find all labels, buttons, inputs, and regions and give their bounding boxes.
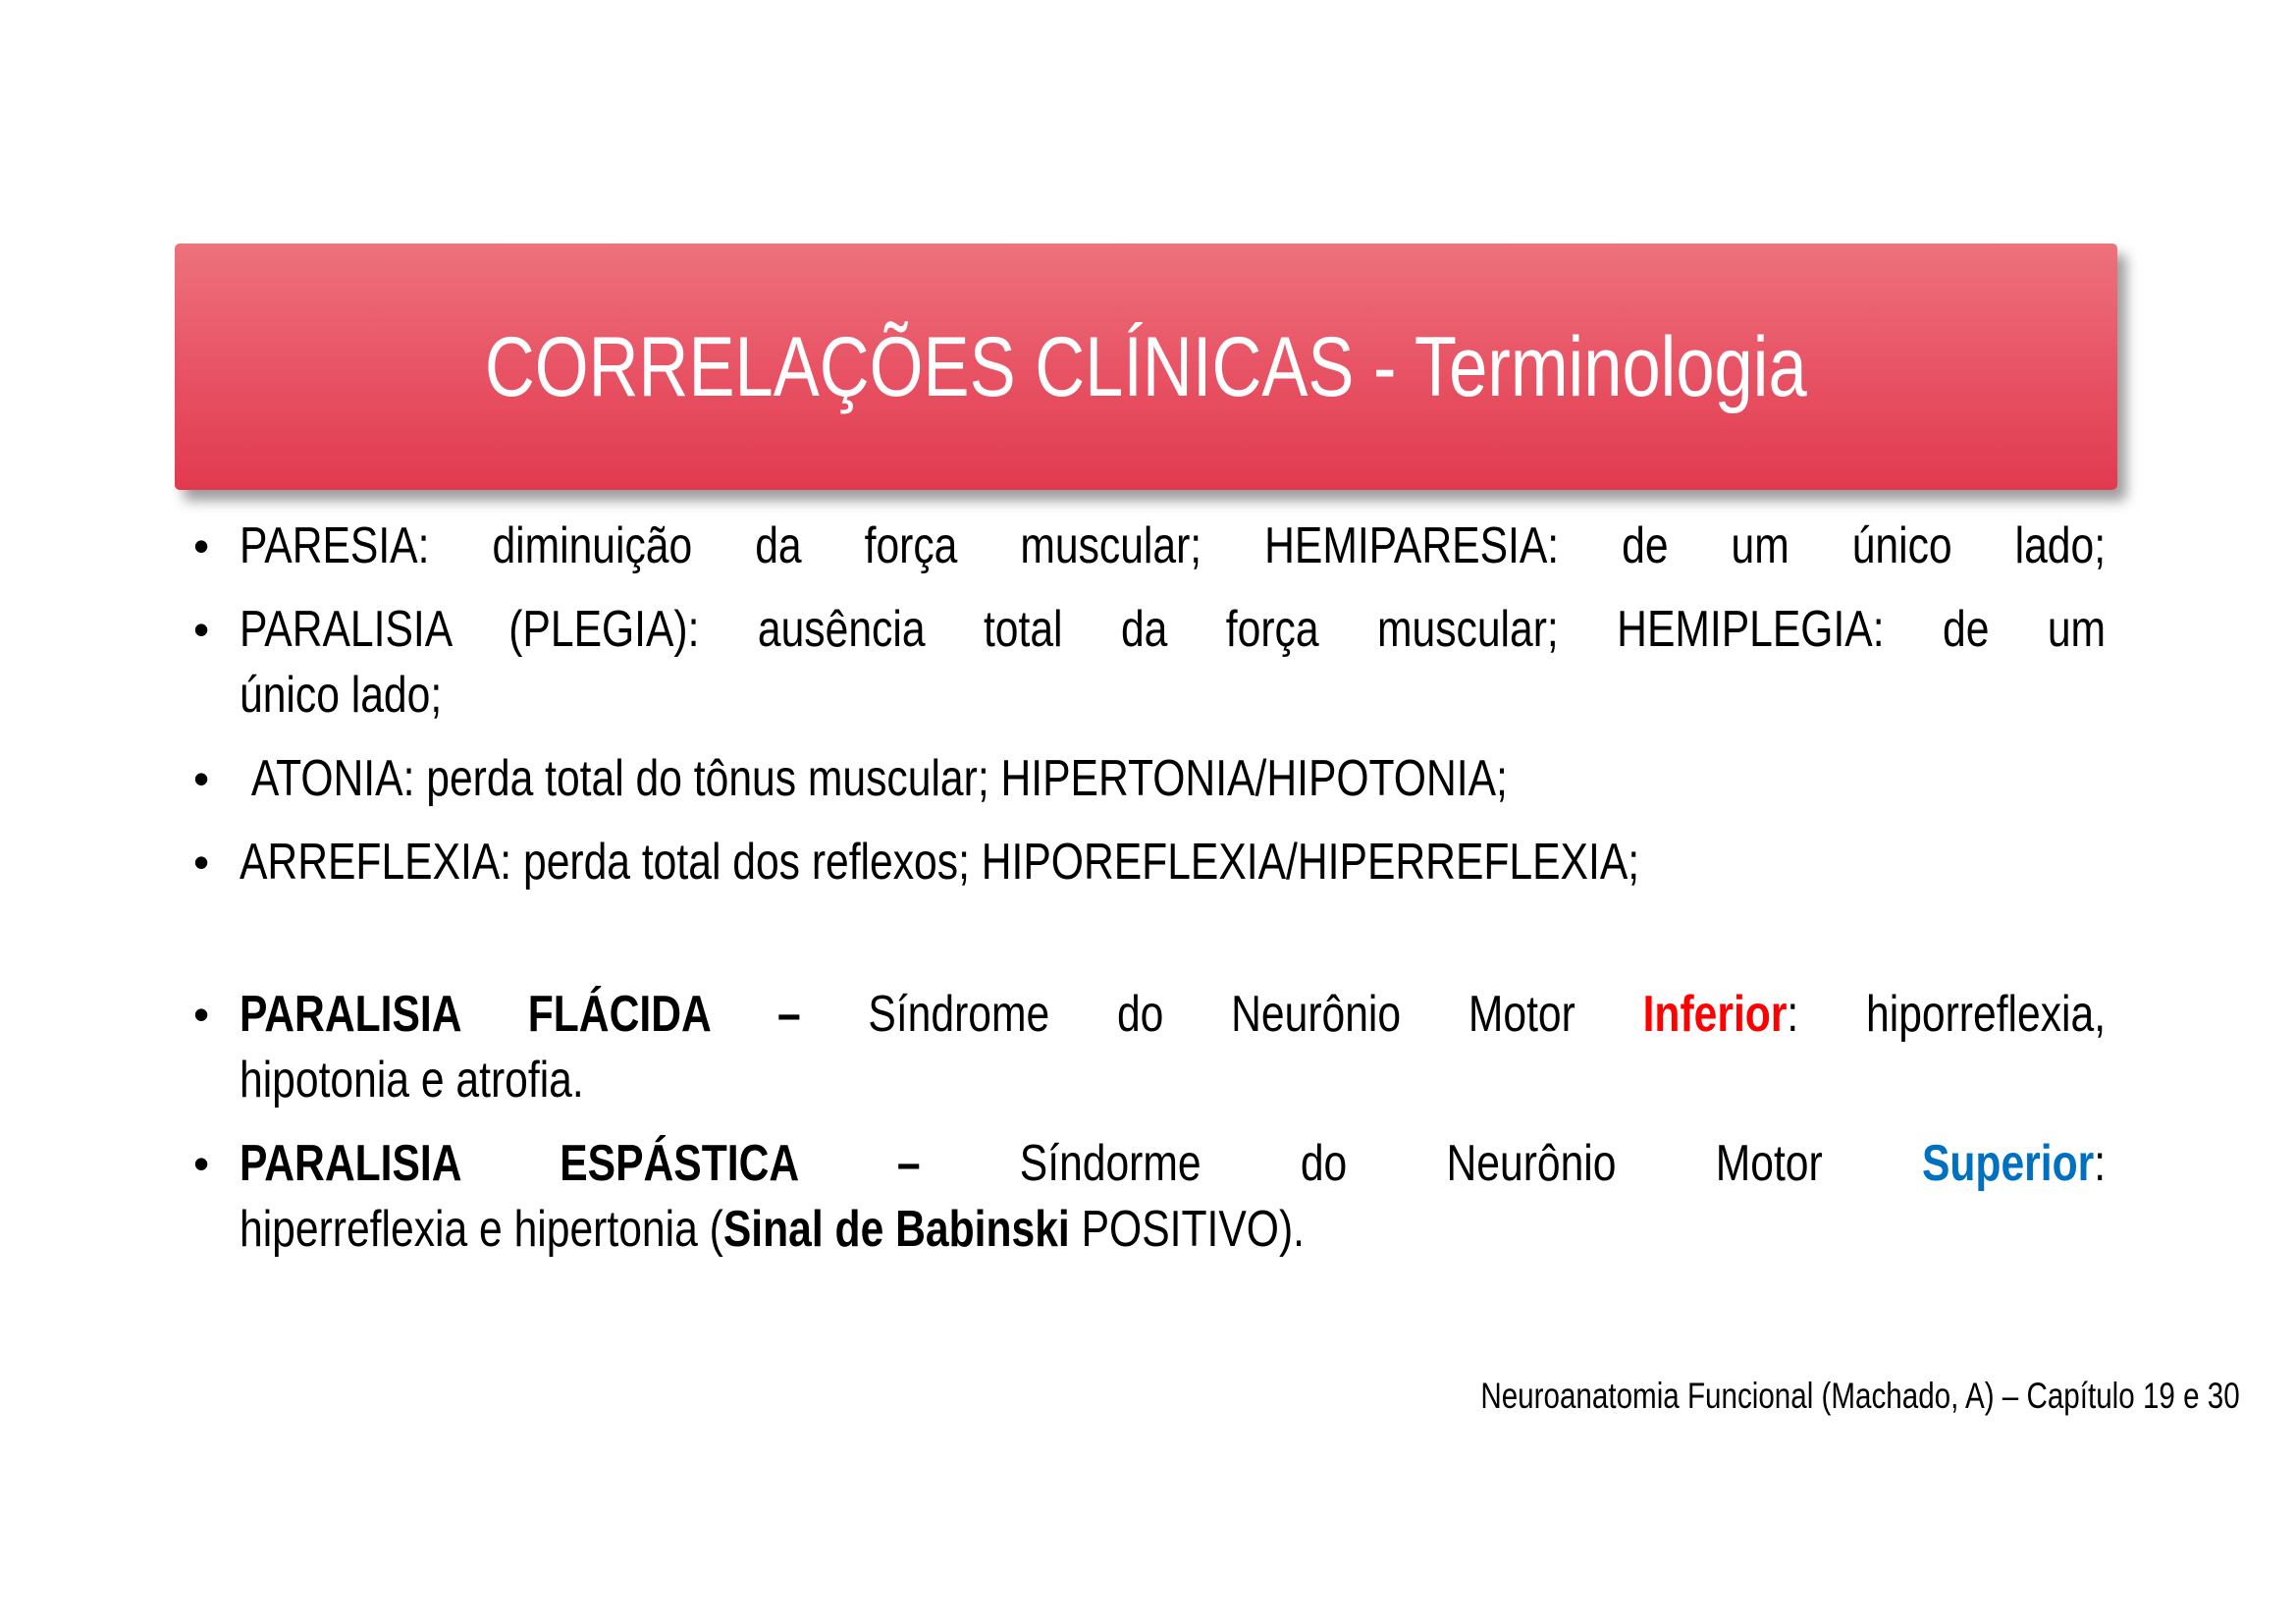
bullet-icon: •	[193, 1138, 210, 1189]
text-segment: Superior	[1921, 1135, 2095, 1192]
bullet-item	[193, 1131, 2106, 1263]
bullet-item	[193, 830, 2106, 895]
syndrome-bullet-group	[193, 982, 2106, 1263]
bullet-text	[240, 746, 2106, 812]
text-segment: PARESIA: diminuição da força muscular; HEMIPARESIA: de um único lado;	[240, 517, 2107, 574]
bullet-line	[240, 597, 2106, 663]
terminology-bullet-group	[193, 514, 2106, 895]
bullet-list	[193, 514, 2106, 1280]
text-segment: PARALISIA ESPÁSTICA –	[240, 1135, 921, 1192]
text-segment: hipotonia e atrofia.	[240, 1052, 584, 1109]
bullet-line	[240, 830, 2106, 895]
text-segment: PARALISIA FLÁCIDA –	[240, 986, 801, 1043]
text-segment: ATONIA: perda total do tônus muscular; HIPERTONIA/HIPOTONIA;	[240, 750, 1508, 807]
text-segment: ARREFLEXIA: perda total dos reflexos; HIPOREFLEXIA/HIPERREFLEXIA;	[240, 834, 1640, 891]
bullet-item	[193, 597, 2106, 729]
group-spacer	[193, 913, 2106, 982]
bullet-text	[240, 1131, 2106, 1263]
text-segment: Síndrome do Neurônio Motor	[800, 986, 1643, 1043]
text-segment: POSITIVO).	[1069, 1201, 1305, 1258]
reference-citation	[1291, 1375, 2240, 1418]
bullet-line	[240, 982, 2106, 1048]
bullet-item	[193, 514, 2106, 579]
bullet-text	[240, 514, 2106, 579]
bullet-line	[240, 1197, 2106, 1263]
bullet-text	[240, 982, 2106, 1113]
text-segment: Inferior	[1642, 986, 1788, 1043]
slide-title: CORRELAÇÕES CLÍNICAS - Terminologia	[485, 319, 1807, 414]
bullet-item	[193, 982, 2106, 1113]
text-segment: único lado;	[240, 667, 443, 724]
bullet-text	[240, 830, 2106, 895]
text-segment: PARALISIA (PLEGIA): ausência total da força muscular; HEMIPLEGIA: de um	[240, 601, 2107, 658]
bullet-icon: •	[193, 520, 210, 571]
citation-text: Neuroanatomia Funcional (Machado, A) – Capítulo 19 e 30	[1480, 1376, 2240, 1416]
text-segment: : hiporreflexia,	[1787, 986, 2107, 1043]
text-segment: hiperreflexia e hipertonia (	[240, 1201, 723, 1258]
bullet-line	[240, 514, 2106, 579]
bullet-line	[240, 1131, 2106, 1197]
text-segment: Síndorme do Neurônio Motor	[920, 1135, 1922, 1192]
bullet-text	[240, 597, 2106, 729]
text-segment: Sinal de Babinski	[722, 1201, 1070, 1258]
bullet-line	[240, 1048, 2106, 1113]
bullet-line	[240, 746, 2106, 812]
bullet-line	[240, 663, 2106, 729]
text-segment: :	[2094, 1135, 2107, 1192]
bullet-icon: •	[193, 753, 210, 804]
title-banner	[175, 244, 2117, 490]
bullet-icon: •	[193, 989, 210, 1040]
bullet-icon: •	[193, 837, 210, 888]
bullet-icon: •	[193, 604, 210, 655]
bullet-item	[193, 746, 2106, 812]
